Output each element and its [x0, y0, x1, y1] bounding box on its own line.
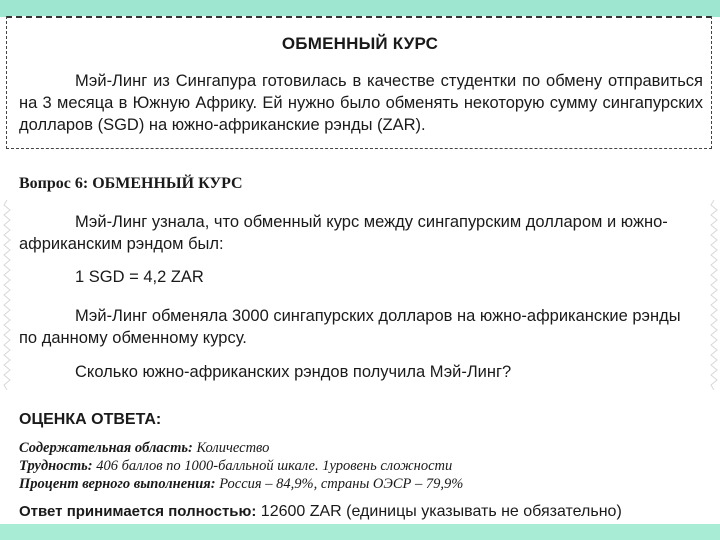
- right-zigzag-border: [709, 200, 719, 390]
- content-area-label: Содержательная область:: [19, 440, 193, 456]
- intro-text: Мэй-Линг из Сингапура готовилась в качестве студентки по обмену отправиться на 3 месяца в Южную Африку. Ей нужно было обменять некоторую сумму сингапурских долларов (SGD) на южно-африканские рэнды (ZAR).: [19, 72, 703, 134]
- question-heading: Вопрос 6: ОБМЕННЫЙ КУРС: [19, 175, 243, 192]
- top-decor-bar: [0, 0, 720, 17]
- percent-value: Россия – 84,9%, страны ОЭСР – 79,9%: [219, 476, 464, 492]
- bottom-decor-bar: [0, 524, 720, 540]
- percent-line: [19, 476, 463, 493]
- question-paragraph-1: Мэй-Линг узнала, что обменный курс между сингапурским долларом и южно-африканским рэндом был:: [19, 213, 668, 253]
- intro-title: ОБМЕННЫЙ КУРС: [281, 34, 439, 53]
- evaluation-heading: ОЦЕНКА ОТВЕТА:: [19, 411, 162, 428]
- answer-label: Ответ принимается полностью:: [19, 503, 257, 520]
- question-paragraph-2: Мэй-Линг обменяла 3000 сингапурских долларов на южно-африканские рэнды по данному обменному курсу.: [19, 307, 681, 347]
- answer-line: [19, 503, 622, 521]
- answer-value: 12600 ZAR (единицы указывать не обязательно): [260, 503, 622, 520]
- question-paragraph-3: Сколько южно-африканских рэндов получила Мэй-Линг?: [75, 363, 512, 381]
- exchange-rate: 1 SGD = 4,2 ZAR: [75, 268, 204, 286]
- difficulty-value: 406 баллов по 1000-балльной шкале. 1уровень сложности: [96, 458, 453, 474]
- percent-label: Процент верного выполнения:: [19, 476, 216, 492]
- content-area-value: Количество: [196, 440, 270, 456]
- content-area-line: [19, 440, 269, 457]
- difficulty-label: Трудность:: [19, 458, 93, 474]
- left-zigzag-border: [2, 200, 12, 390]
- difficulty-line: [19, 458, 452, 475]
